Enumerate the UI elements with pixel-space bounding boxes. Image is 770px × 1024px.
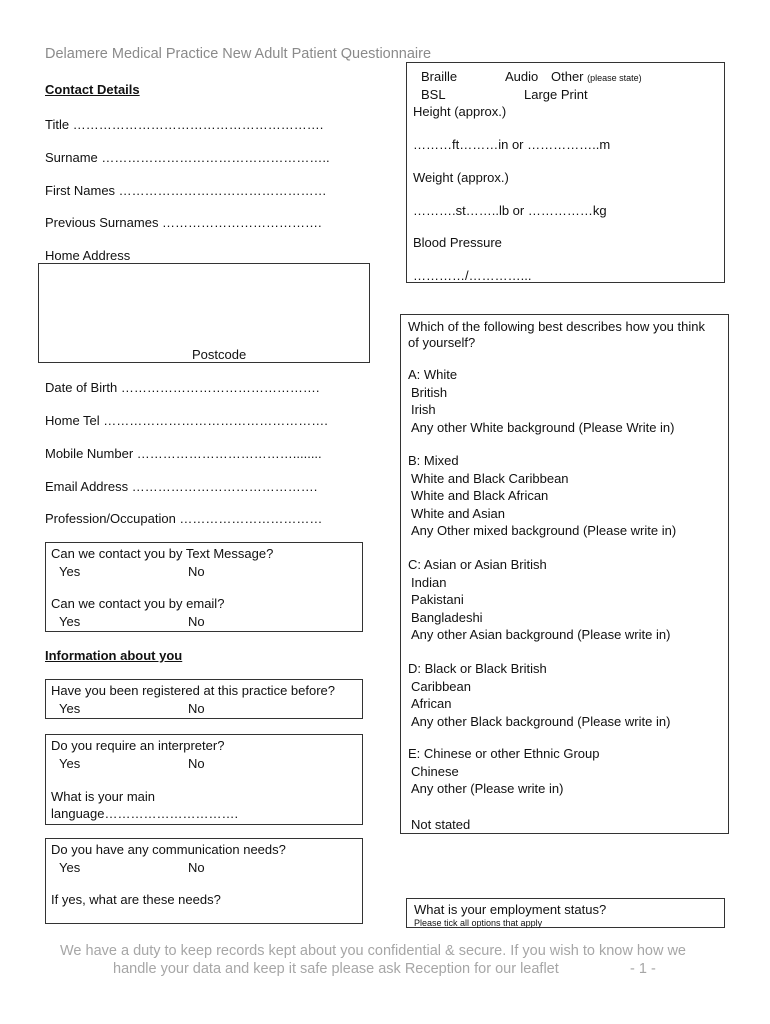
ethnicity-option[interactable]: Any other (Please write in) <box>411 781 564 796</box>
interpreter-question: Do you require an interpreter? <box>51 738 225 753</box>
ethnicity-group-heading: E: Chinese or other Ethnic Group <box>408 746 600 761</box>
interpreter-no-option[interactable]: No <box>188 756 205 771</box>
ethnicity-option[interactable]: Chinese <box>411 763 459 779</box>
email-no-option[interactable]: No <box>188 614 205 629</box>
information-heading: Information about you <box>45 648 183 663</box>
height-label: Height (approx.) <box>413 104 507 119</box>
interpreter-yes-option[interactable]: Yes <box>59 756 81 771</box>
please-state-note: (please state) <box>587 73 642 83</box>
registered-no-option[interactable]: No <box>188 701 205 716</box>
postcode-label: Postcode <box>192 347 247 362</box>
communication-no-option[interactable]: No <box>188 860 205 875</box>
email-question: Can we contact you by email? <box>51 596 225 611</box>
height-field[interactable]: ………ft………in or ……………..m <box>413 137 611 152</box>
communication-yes-option[interactable]: Yes <box>59 860 81 875</box>
ethnicity-option[interactable]: African <box>411 696 452 711</box>
braille-option[interactable]: Braille <box>421 69 458 84</box>
communication-question: Do you have any communication needs? <box>51 842 286 857</box>
main-language-label: What is your main <box>51 789 156 804</box>
audio-option[interactable]: Audio <box>505 69 539 84</box>
ethnicity-group-heading: C: Asian or Asian British <box>408 557 547 572</box>
bsl-option[interactable]: BSL <box>421 87 446 102</box>
first-names-field[interactable]: First Names ………………………………………… <box>45 183 327 198</box>
ethnicity-option[interactable]: Indian <box>411 574 447 590</box>
ethnicity-group-heading: D: Black or Black British <box>408 661 547 676</box>
large-print-option[interactable]: Large Print <box>524 87 588 102</box>
text-no-option[interactable]: No <box>188 564 205 579</box>
ethnicity-option[interactable]: Bangladeshi <box>411 609 483 625</box>
ethnicity-option[interactable]: Any Other mixed background (Please write in) <box>411 523 677 538</box>
home-address-label: Home Address <box>45 248 131 263</box>
ethnicity-option[interactable]: White and Black African <box>411 488 549 503</box>
text-yes-option[interactable]: Yes <box>59 564 81 579</box>
ethnicity-box <box>400 314 729 834</box>
employment-note: Please tick all options that apply <box>414 918 543 928</box>
ethnicity-option[interactable]: White and Black Caribbean <box>411 470 569 486</box>
ethnicity-option[interactable]: Caribbean <box>411 678 471 694</box>
dob-field[interactable]: Date of Birth ………………………………………. <box>45 380 320 395</box>
contact-preferences-box <box>45 542 363 632</box>
weight-field[interactable]: ……….st……..lb or ……………kg <box>413 203 607 218</box>
communication-box <box>45 838 363 924</box>
interpreter-box <box>45 734 363 825</box>
ethnicity-option[interactable]: Any other Asian background (Please write in) <box>411 627 671 642</box>
blood-pressure-label: Blood Pressure <box>413 235 502 250</box>
format-measurements-box <box>406 62 725 283</box>
ethnicity-option[interactable]: White and Asian <box>411 505 505 521</box>
mobile-field[interactable]: Mobile Number ………………………………........ <box>45 446 322 461</box>
other-format-label: Other <box>551 69 584 84</box>
ethnicity-question-line-1: Which of the following best describes how you think <box>408 319 705 334</box>
surname-field[interactable]: Surname …………………………………………….. <box>45 150 330 165</box>
main-language-field[interactable]: language…………………………. <box>51 806 239 821</box>
home-tel-field[interactable]: Home Tel ……………………………………………. <box>45 413 328 428</box>
email-field[interactable]: Email Address ……………………………………. <box>45 479 318 494</box>
ethnicity-option[interactable]: Any other Black background (Please write in) <box>411 713 671 729</box>
ethnicity-group-heading: B: Mixed <box>408 453 459 468</box>
footer-line-1: We have a duty to keep records kept about you confidential & secure. If you wish to know how we <box>60 943 686 959</box>
email-yes-option[interactable]: Yes <box>59 614 81 629</box>
page-title: Delamere Medical Practice New Adult Patient Questionnaire <box>45 46 432 62</box>
ethnicity-group-heading: A: White <box>408 367 458 382</box>
profession-field[interactable]: Profession/Occupation …………………………… <box>45 511 323 526</box>
text-message-question: Can we contact you by Text Message? <box>51 546 274 561</box>
other-format-option[interactable] <box>551 69 642 84</box>
ethnicity-option[interactable]: British <box>411 384 448 400</box>
page-number: - 1 - <box>630 961 656 977</box>
footer-line-2: handle your data and keep it safe please ask Reception for our leaflet <box>113 961 559 977</box>
ethnicity-option[interactable]: Irish <box>411 402 436 417</box>
not-stated-option[interactable]: Not stated <box>411 817 471 832</box>
ethnicity-question-line-2: of yourself? <box>408 335 476 350</box>
registered-box <box>45 679 363 719</box>
blood-pressure-field[interactable]: …………/…………... <box>413 268 532 283</box>
previous-surnames-field[interactable]: Previous Surnames ………………………………. <box>45 215 322 230</box>
weight-label: Weight (approx.) <box>413 170 509 185</box>
registered-question: Have you been registered at this practice before? <box>51 683 336 698</box>
employment-box <box>406 898 725 928</box>
home-address-box[interactable] <box>38 263 370 363</box>
employment-question: What is your employment status? <box>414 902 607 917</box>
communication-followup: If yes, what are these needs? <box>51 892 221 907</box>
contact-details-heading: Contact Details <box>45 82 140 97</box>
ethnicity-option[interactable]: Any other White background (Please Write in) <box>411 419 675 435</box>
title-field[interactable]: Title …………………………………………………. <box>45 117 324 132</box>
registered-yes-option[interactable]: Yes <box>59 701 81 716</box>
ethnicity-option[interactable]: Pakistani <box>411 592 464 607</box>
